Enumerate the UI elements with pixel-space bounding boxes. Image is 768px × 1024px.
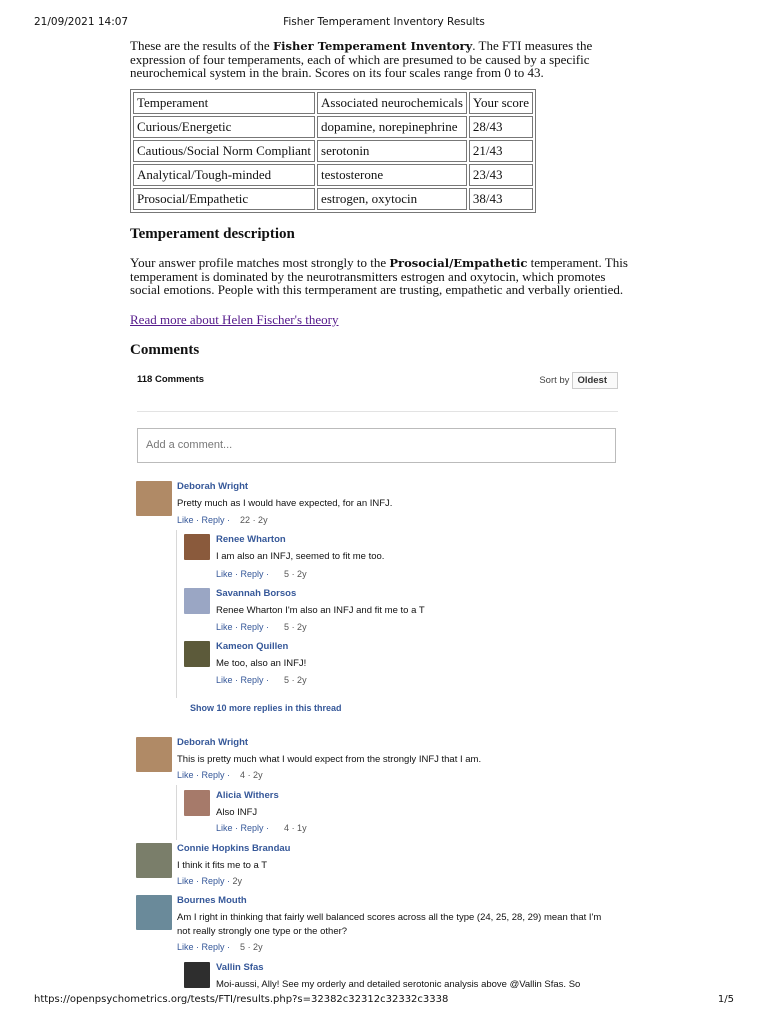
- comment-age: · 2y: [291, 675, 307, 685]
- description-heading: Temperament description: [130, 226, 295, 242]
- comment-age: · 2y: [247, 942, 263, 952]
- intro-paragraph: [130, 39, 630, 79]
- comment-actions: [216, 622, 307, 632]
- comment-text: Also INFJ: [216, 807, 258, 818]
- like-count: 4: [284, 823, 290, 833]
- temperament-cell: Curious/Energetic: [133, 116, 315, 138]
- comment-actions: [177, 770, 263, 780]
- score-cell: 23/43: [469, 164, 533, 186]
- avatar[interactable]: [184, 962, 210, 988]
- comment-text: I think it fits me to a T: [177, 860, 268, 871]
- sort-label: Sort by: [539, 375, 570, 386]
- comments-header: [130, 368, 620, 394]
- comment: [136, 843, 626, 888]
- table-row: [133, 116, 533, 138]
- like-count: 5: [284, 622, 290, 632]
- avatar[interactable]: [184, 641, 210, 667]
- comments-widget: [130, 368, 620, 451]
- sort-select[interactable]: Oldest: [572, 372, 618, 389]
- comment-actions: [216, 569, 307, 579]
- like-reply-links[interactable]: Like · Reply ·: [216, 622, 270, 632]
- comment-actions: [177, 876, 242, 886]
- like-count: 5: [240, 942, 246, 952]
- print-title: Fisher Temperament Inventory Results: [283, 16, 485, 28]
- like-count: 22: [240, 515, 251, 525]
- add-comment-input[interactable]: Add a comment...: [137, 428, 616, 463]
- comment-age: · 2y: [247, 770, 263, 780]
- like-count: 5: [284, 569, 290, 579]
- avatar[interactable]: [184, 534, 210, 560]
- comment-text: Pretty much as I would have expected, for an INFJ.: [177, 498, 393, 509]
- comment-actions: [216, 675, 307, 685]
- comment: [184, 588, 624, 633]
- like-reply-links[interactable]: Like · Reply ·: [216, 675, 270, 685]
- neurochemical-cell: testosterone: [317, 164, 467, 186]
- print-datetime: 21/09/2021 14:07: [34, 16, 129, 28]
- table-row: [133, 140, 533, 162]
- score-cell: 38/43: [469, 188, 533, 210]
- avatar[interactable]: [184, 790, 210, 816]
- comment-actions: [216, 823, 307, 833]
- table-header-row: [133, 92, 533, 114]
- comment-age: · 2y: [291, 622, 307, 632]
- comment: [136, 481, 626, 526]
- comment-text: I am also an INFJ, seemed to fit me too.: [216, 551, 385, 562]
- comment-text: Renee Wharton I'm also an INFJ and fit me to a T: [216, 605, 425, 616]
- comment: [184, 534, 624, 579]
- comments-divider: [137, 411, 618, 412]
- temperament-cell: Prosocial/Empathetic: [133, 188, 315, 210]
- temperament-cell: Cautious/Social Norm Compliant: [133, 140, 315, 162]
- show-more-replies-link[interactable]: Show 10 more replies in this thread: [190, 703, 342, 713]
- commenter-name[interactable]: Alicia Withers: [216, 790, 279, 801]
- table-row: [133, 188, 533, 210]
- results-content: [130, 39, 630, 359]
- like-count: 5: [284, 675, 290, 685]
- comment-text: Me too, also an INFJ!: [216, 658, 307, 669]
- comment-age: · 1y: [291, 823, 307, 833]
- commenter-name[interactable]: Renee Wharton: [216, 534, 286, 545]
- print-url: https://openpsychometrics.org/tests/FTI/results.php?s=32382c32312c32332c3338: [34, 994, 449, 1005]
- avatar[interactable]: [136, 895, 172, 930]
- comment-text: This is pretty much what I would expect from the strongly INFJ that I am.: [177, 754, 482, 765]
- like-reply-links[interactable]: Like · Reply ·: [177, 942, 231, 952]
- header-score: Your score: [469, 92, 533, 114]
- header-neurochemicals: Associated neurochemicals: [317, 92, 467, 114]
- dominant-temperament: Prosocial/Empathetic: [389, 256, 528, 270]
- commenter-name[interactable]: Deborah Wright: [177, 481, 249, 492]
- neurochemical-cell: serotonin: [317, 140, 467, 162]
- comment: [184, 641, 624, 686]
- avatar[interactable]: [136, 481, 172, 516]
- avatar[interactable]: [184, 588, 210, 614]
- intro-test-name: Fisher Temperament Inventory: [272, 39, 473, 53]
- comment: [136, 895, 626, 955]
- comment-actions: [177, 515, 268, 525]
- like-reply-links[interactable]: Like · Reply ·: [216, 569, 270, 579]
- commenter-name[interactable]: Connie Hopkins Brandau: [177, 843, 291, 854]
- like-reply-links[interactable]: Like · Reply ·: [177, 876, 231, 886]
- intro-text-start: These are the results of the: [130, 38, 273, 53]
- like-reply-links[interactable]: Like · Reply ·: [177, 515, 231, 525]
- commenter-name[interactable]: Kameon Quillen: [216, 641, 289, 652]
- intro-text-end: . The FTI measures the expression of four temperaments, each of which are presumed to be caused by a specific neurochemical system in the brain. Scores on its four scales range from 0 to 43.: [130, 38, 593, 80]
- commenter-name[interactable]: Bournes Mouth: [177, 895, 247, 906]
- commenter-name[interactable]: Savannah Borsos: [216, 588, 297, 599]
- thread-line: [176, 785, 177, 840]
- print-header: [34, 16, 734, 30]
- comment-age: · 2y: [252, 515, 268, 525]
- comments-heading: Comments: [130, 342, 200, 358]
- print-footer: [34, 994, 734, 1008]
- theory-link[interactable]: Read more about Helen Fischer's theory: [130, 312, 339, 327]
- page-number: 1/5: [717, 994, 734, 1005]
- commenter-name[interactable]: Vallin Sfas: [216, 962, 264, 973]
- score-cell: 21/43: [469, 140, 533, 162]
- like-reply-links[interactable]: Like · Reply ·: [216, 823, 270, 833]
- sort-control: [539, 372, 618, 389]
- comment-text: Am I right in thinking that fairly well balanced scores across all the type (24, 25, 28, 29) mean that I'm not really strongly one type or the other?: [177, 912, 602, 937]
- header-temperament: Temperament: [133, 92, 315, 114]
- comment: [184, 962, 624, 992]
- description-text-start: Your answer profile matches most strongly to the: [130, 255, 390, 270]
- commenter-name[interactable]: Deborah Wright: [177, 737, 249, 748]
- table-row: [133, 164, 533, 186]
- comment-actions: [177, 942, 263, 952]
- comment: [184, 790, 624, 835]
- description-text-end: temperament. This temperament is dominated by the neurotransmitters estrogen and oxytocin, which promotes social emotions. People with this termperament are trusting, empathetic and verbally orientied.: [130, 255, 628, 297]
- comment: [136, 737, 626, 782]
- thread-line: [176, 530, 177, 698]
- temperament-cell: Analytical/Tough-minded: [133, 164, 315, 186]
- score-cell: 28/43: [469, 116, 533, 138]
- neurochemical-cell: dopamine, norepinephrine: [317, 116, 467, 138]
- comment-age: 2y: [232, 876, 243, 886]
- neurochemical-cell: estrogen, oxytocin: [317, 188, 467, 210]
- like-count: 4: [240, 770, 246, 780]
- avatar[interactable]: [136, 737, 172, 772]
- comment-age: · 2y: [291, 569, 307, 579]
- description-paragraph: [130, 256, 630, 296]
- like-reply-links[interactable]: Like · Reply ·: [177, 770, 231, 780]
- results-table: [130, 89, 536, 213]
- comment-count: 118 Comments: [137, 374, 205, 385]
- avatar[interactable]: [136, 843, 172, 878]
- comment-text: Moi-aussi, Ally! See my orderly and detailed serotonic analysis above @Vallin Sfas. So: [216, 979, 581, 990]
